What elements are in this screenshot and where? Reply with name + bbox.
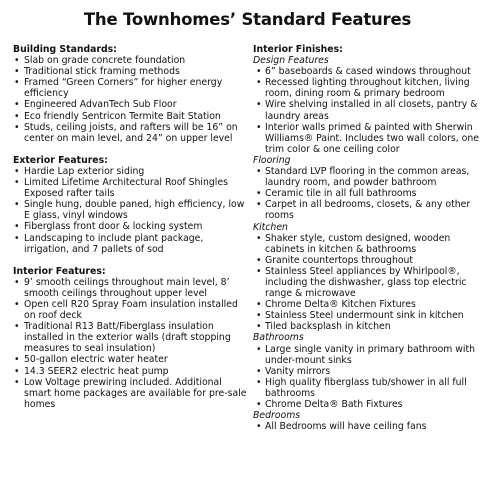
list-item: • Traditional stick framing methods (13, 66, 250, 77)
list-item: • Wire shelving installed in all closets, pantry & laundry areas (253, 99, 485, 121)
left-column (13, 44, 250, 410)
flooring-subheading: Flooring (253, 154, 291, 166)
list-item: • Vanity mirrors (253, 366, 485, 377)
list-item: • Carpet in all bedrooms, closets, & any other rooms (253, 199, 485, 221)
list-item: • Interior walls primed & painted with Sherwin Williams® Paint. Includes two wall colors, one trim color & one ceiling color (253, 122, 485, 155)
design-features-list (253, 66, 485, 155)
list-item: • Stainless Steel undermount sink in kitchen (253, 310, 485, 321)
list-item: • Recessed lighting throughout kitchen, living room, dining room & primary bedroom (253, 77, 485, 99)
list-item: • Open cell R20 Spray Foam insulation installed on roof deck (13, 299, 250, 321)
list-item: • Fiberglass front door & locking system (13, 221, 250, 232)
page-title: The Townhomes’ Standard Features (83, 10, 412, 29)
list-item: • 9’ smooth ceilings throughout main level, 8’ smooth ceilings throughout upper level (13, 277, 250, 299)
list-item: • Chrome Delta® Kitchen Fixtures (253, 299, 485, 310)
list-item: • Shaker style, custom designed, wooden cabinets in kitchen & bathrooms (253, 233, 485, 255)
list-item: • Low Voltage prewiring included. Additional smart home packages are available for pre-sale homes (13, 377, 250, 410)
building-standards-heading: Building Standards: (13, 44, 117, 55)
list-item: • 14.3 SEER2 electric heat pump (13, 366, 250, 377)
list-item: • High quality fiberglass tub/shower in all full bathrooms (253, 377, 485, 399)
list-item: • Tiled backsplash in kitchen (253, 321, 485, 332)
interior-finishes-heading: Interior Finishes: (253, 44, 343, 55)
kitchen-subheading: Kitchen (253, 221, 288, 233)
bathrooms-list (253, 344, 485, 411)
bedrooms-list (253, 421, 485, 432)
exterior-features-heading: Exterior Features: (13, 154, 108, 166)
list-item: • Stainless Steel appliances by Whirlpool®, including the dishwasher, glass top electric range & microwave (253, 266, 485, 299)
right-column (253, 44, 485, 432)
design-features-subheading: Design Features (253, 55, 329, 67)
interior-features-heading: Interior Features: (13, 265, 106, 277)
bathrooms-subheading: Bathrooms (253, 332, 304, 344)
list-item: • Traditional R13 Batt/Fiberglass insulation installed in the exterior walls (draft stopping measures to seal insulation) (13, 321, 250, 354)
list-item: • 6” baseboards & cased windows throughout (253, 66, 485, 77)
list-item: • Engineered AdvanTech Sub Floor (13, 99, 250, 110)
list-item: • Ceramic tile in all full bathrooms (253, 188, 485, 199)
list-item: • Framed “Green Corners” for higher energy efficiency (13, 77, 250, 99)
list-item: • All Bedrooms will have ceiling fans (253, 421, 485, 432)
exterior-features-list (13, 166, 250, 255)
list-item: • Eco friendly Sentricon Termite Bait Station (13, 111, 250, 122)
list-item: • Hardie Lap exterior siding (13, 166, 250, 177)
list-item: • Slab on grade concrete foundation (13, 55, 250, 66)
kitchen-list (253, 233, 485, 333)
list-item: • Large single vanity in primary bathroom with under-mount sinks (253, 344, 485, 366)
list-item: • Studs, ceiling joists, and rafters will be 16” on center on main level, and 24” on upper level (13, 122, 250, 144)
interior-features-list (13, 277, 250, 410)
list-item: • Standard LVP flooring in the common areas, laundry room, and powder bathroom (253, 166, 485, 188)
list-item: • Single hung, double paned, high efficiency, low E glass, vinyl windows (13, 199, 250, 221)
bedrooms-subheading: Bedrooms (253, 410, 301, 422)
list-item: • Chrome Delta® Bath Fixtures (253, 399, 485, 410)
building-standards-list (13, 55, 250, 144)
flooring-list (253, 166, 485, 221)
list-item: • Limited Lifetime Architectural Roof Shingles Exposed rafter tails (13, 177, 250, 199)
list-item: • Landscaping to include plant package, irrigation, and 7 pallets of sod (13, 233, 250, 255)
list-item: • 50-gallon electric water heater (13, 354, 250, 365)
list-item: • Granite countertops throughout (253, 255, 485, 266)
